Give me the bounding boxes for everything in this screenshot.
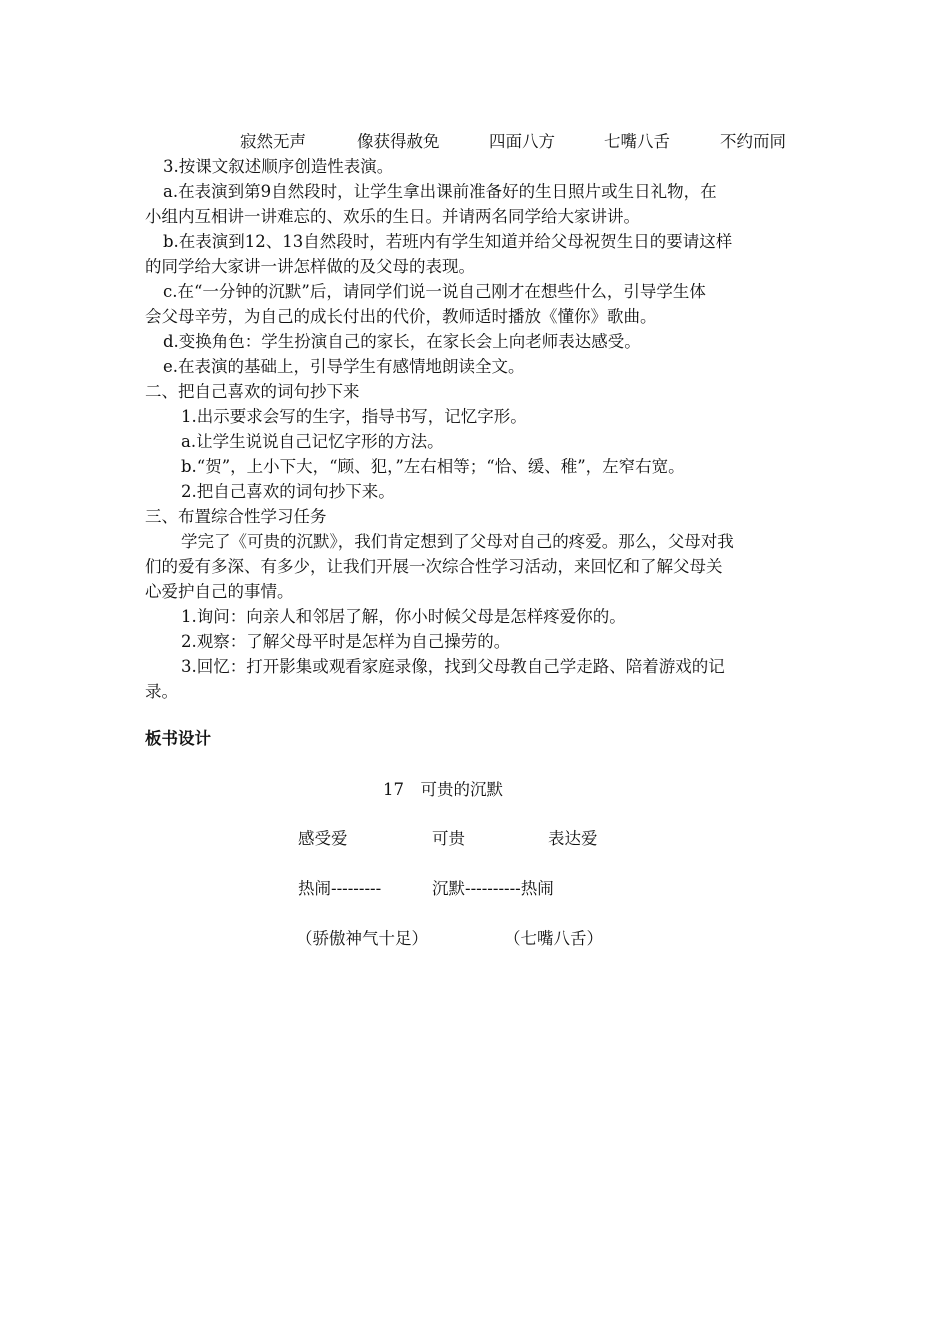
section-2-item-b: b.“贺”，上小下大，“顾、犯，”左右相等；“恰、缓、稚”，左窄右宽。 (181, 457, 685, 476)
board-proud: （骄傲神气十足） (296, 929, 428, 948)
board-lively-left: 热闹--------- (298, 879, 382, 898)
board-silence-lively: 沉默----------热闹 (432, 879, 554, 898)
item-b-line-2: 的同学给大家讲一讲怎样做的及父母的表现。 (145, 257, 475, 276)
item-c-line-1: c.在“一分钟的沉默”后，请同学们说一说自己刚才在想些什么，引导学生体 (163, 282, 706, 301)
section-3-step-3-line-1: 3.回忆：打开影集或观看家庭录像，找到父母教自己学走路、陪着游戏的记 (181, 657, 725, 676)
section-2-step-1: 1.出示要求会写的生字，指导书写，记忆字形。 (181, 407, 527, 426)
section-3-para-line-3: 心爱护自己的事情。 (145, 582, 294, 601)
idiom-5: 不约而同 (720, 132, 786, 151)
section-2-heading: 二、把自己喜欢的词句抄下来 (145, 382, 360, 401)
step-3-performance: 3.按课文叙述顺序创造性表演。 (163, 157, 394, 176)
section-3-step-2: 2.观察：了解父母平时是怎样为自己操劳的。 (181, 632, 511, 651)
item-a-line-1: a.在表演到第9自然段时，让学生拿出课前准备好的生日照片或生日礼物，在 (163, 182, 717, 201)
idiom-4: 七嘴八舌 (604, 132, 670, 151)
item-c-line-2: 会父母辛劳，为自己的成长付出的代价，教师适时播放《懂你》歌曲。 (145, 307, 657, 326)
board-design-heading: 板书设计 (145, 729, 211, 748)
section-3-step-3-line-2: 录。 (145, 682, 178, 701)
section-2-step-2: 2.把自己喜欢的词句抄下来。 (181, 482, 395, 501)
board-precious: 可贵 (432, 829, 465, 848)
item-d: d.变换角色：学生扮演自己的家长，在家长会上向老师表达感受。 (163, 332, 641, 351)
section-3-para-line-2: 们的爱有多深、有多少，让我们开展一次综合性学习活动，来回忆和了解父母关 (145, 557, 723, 576)
item-a-line-2: 小组内互相讲一讲难忘的、欢乐的生日。并请两名同学给大家讲讲。 (145, 207, 640, 226)
board-express-love: 表达爱 (548, 829, 598, 848)
board-title: 17 可贵的沉默 (383, 780, 503, 799)
section-3-para-line-1: 学完了《可贵的沉默》，我们肯定想到了父母对自己的疼爱。那么，父母对我 (181, 532, 734, 551)
idiom-3: 四面八方 (489, 132, 555, 151)
item-b-line-1: b.在表演到12、13自然段时，若班内有学生知道并给父母祝贺生日的要请这样 (163, 232, 733, 251)
board-chatter: （七嘴八舌） (504, 929, 603, 948)
item-e: e.在表演的基础上，引导学生有感情地朗读全文。 (163, 357, 525, 376)
section-3-heading: 三、布置综合性学习任务 (145, 507, 327, 526)
idiom-1: 寂然无声 (240, 132, 306, 151)
section-3-step-1: 1.询问：向亲人和邻居了解，你小时候父母是怎样疼爱你的。 (181, 607, 626, 626)
idiom-2: 像获得赦免 (357, 132, 440, 151)
board-feel-love: 感受爱 (298, 829, 348, 848)
section-2-item-a: a.让学生说说自己记忆字形的方法。 (181, 432, 444, 451)
